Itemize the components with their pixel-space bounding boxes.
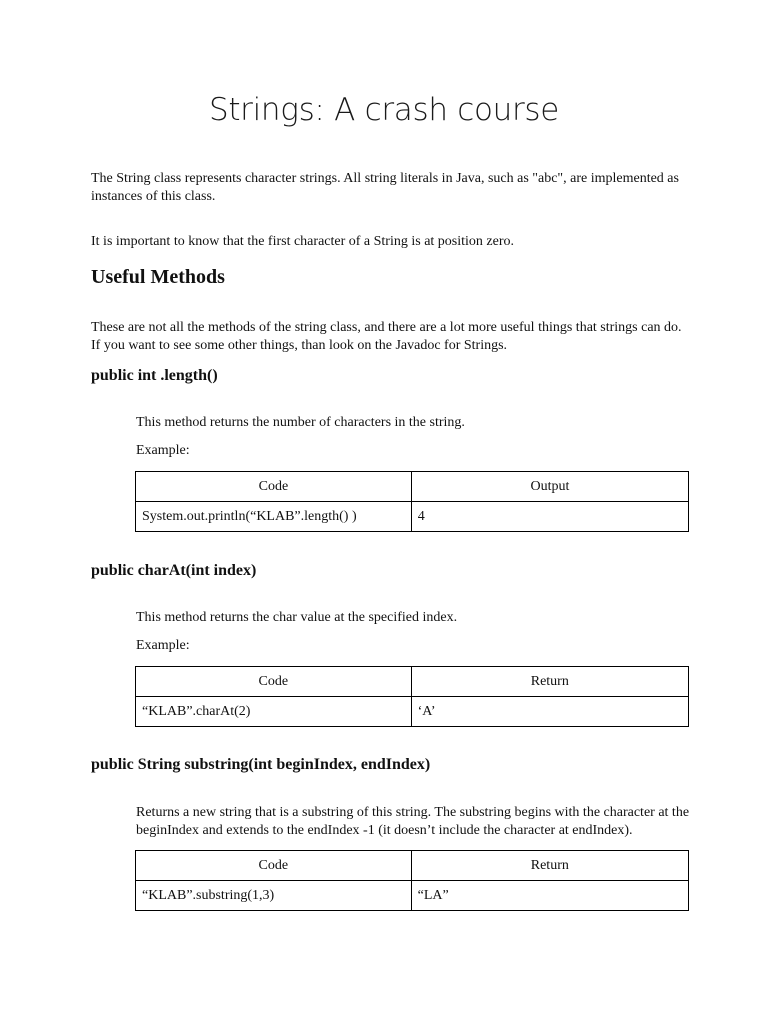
method-heading-substring: public String substring(int beginIndex, endIndex) — [91, 756, 431, 773]
output-cell: 4 — [411, 502, 688, 532]
example-label: Example: — [136, 443, 190, 458]
code-cell: “KLAB”.substring(1,3) — [136, 881, 412, 911]
column-header-return: Return — [411, 667, 688, 697]
example-table-length — [135, 471, 689, 532]
return-cell: ‘A’ — [411, 697, 688, 727]
table-header-row — [136, 472, 689, 502]
column-header-output: Output — [411, 472, 688, 502]
method-description-length: This method returns the number of characters in the string. — [136, 415, 465, 430]
code-cell: System.out.println(“KLAB”.length() ) — [136, 502, 412, 532]
intro-paragraph: The String class represents character strings. All string literals in Java, such as "abc", are implemented as instances of this class. — [91, 171, 679, 204]
table-header-row — [136, 667, 689, 697]
table-row — [136, 697, 689, 727]
column-header-return: Return — [411, 851, 688, 881]
column-header-code: Code — [136, 472, 412, 502]
example-table-substring — [135, 850, 689, 911]
column-header-code: Code — [136, 851, 412, 881]
section-heading-useful-methods: Useful Methods — [91, 266, 225, 288]
table-row — [136, 881, 689, 911]
example-table-charat — [135, 666, 689, 727]
column-header-code: Code — [136, 667, 412, 697]
method-description-charat: This method returns the char value at the specified index. — [136, 610, 458, 625]
useful-methods-description: These are not all the methods of the string class, and there are a lot more useful things that strings can do. If you want to see some other things, than look on the Javadoc for Strings. — [91, 320, 682, 353]
method-heading-charat: public charAt(int index) — [91, 562, 257, 579]
return-cell: “LA” — [411, 881, 688, 911]
method-description-substring: Returns a new string that is a substring of this string. The substring begins with the character at the beginIndex and extends to the endIndex -1 (it doesn’t include the character at endIndex). — [136, 805, 690, 838]
table-row — [136, 502, 689, 532]
table-header-row — [136, 851, 689, 881]
intro-note: It is important to know that the first character of a String is at position zero. — [91, 234, 515, 249]
code-cell: “KLAB”.charAt(2) — [136, 697, 412, 727]
page-title: Strings: A crash course — [208, 92, 560, 128]
example-label: Example: — [136, 638, 190, 653]
method-heading-length: public int .length() — [91, 367, 218, 384]
